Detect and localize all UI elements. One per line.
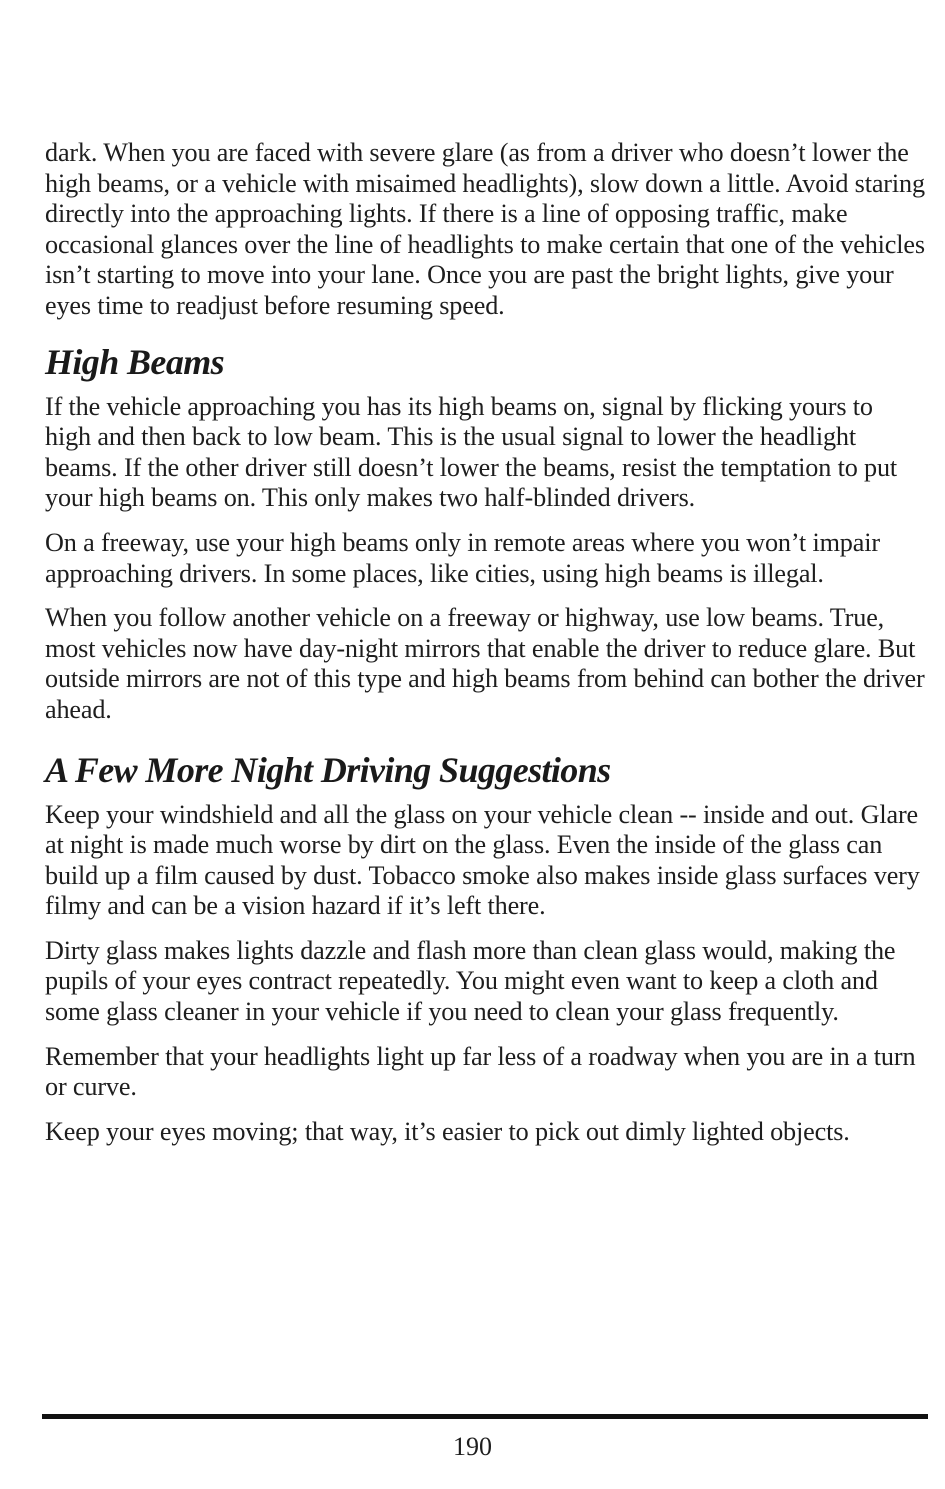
footer-rule [42,1414,928,1419]
night-driving-paragraph-2: Dirty glass makes lights dazzle and flash more than clean glass would, making the pupils of your eyes contract repeatedly. You might even want to keep a cloth and some glass cleaner in your vehicle if you need to clean your glass frequently. [45,935,896,1027]
night-driving-paragraph-3: Remember that your headlights light up far less of a roadway when you are in a turn or curve. [45,1041,916,1102]
page-number: 190 [453,1432,492,1461]
page-content [45,138,925,1147]
section-heading-high-beams: High Beams [45,341,225,382]
high-beams-paragraph-3: When you follow another vehicle on a freeway or highway, use low beams. True, most vehicles now have day-night mirrors that enable the driver to reduce glare. But outside mirrors are not of this type and high beams from behind can bother the driver ahead. [45,603,925,724]
night-driving-paragraph-4: Keep your eyes moving; that way, it’s easier to pick out dimly lighted objects. [45,1116,850,1146]
high-beams-paragraph-2: On a freeway, use your high beams only in remote areas where you won’t impair approaching drivers. In some places, like cities, using high beams is illegal. [45,527,880,588]
night-driving-paragraph-1: Keep your windshield and all the glass on your vehicle clean -- inside and out. Glare at night is made much worse by dirt on the glass. Even the inside of the glass can build up a film caused by dust. Tobacco smoke also makes inside glass surfaces very filmy and can be a vision hazard if it’s left there. [45,799,920,921]
section-heading-night-driving: A Few More Night Driving Suggestions [45,749,611,790]
intro-paragraph: dark. When you are faced with severe glare (as from a driver who doesn’t lower the high beams, or a vehicle with misaimed headlights), slow down a little. Avoid staring directly into the approaching lights. If there is a line of opposing traffic, make occasional glances over the line of headlights to make certain that one of the vehicles isn’t starting to move into your lane. Once you are past the bright lights, give your eyes time to readjust before resuming speed. [45,138,925,320]
high-beams-paragraph-1: If the vehicle approaching you has its high beams on, signal by flicking yours to high and then back to low beam. This is the usual signal to lower the headlight beams. If the other driver still doesn’t lower the beams, resist the temptation to put your high beams on. This only makes two half-blinded drivers. [45,391,898,513]
